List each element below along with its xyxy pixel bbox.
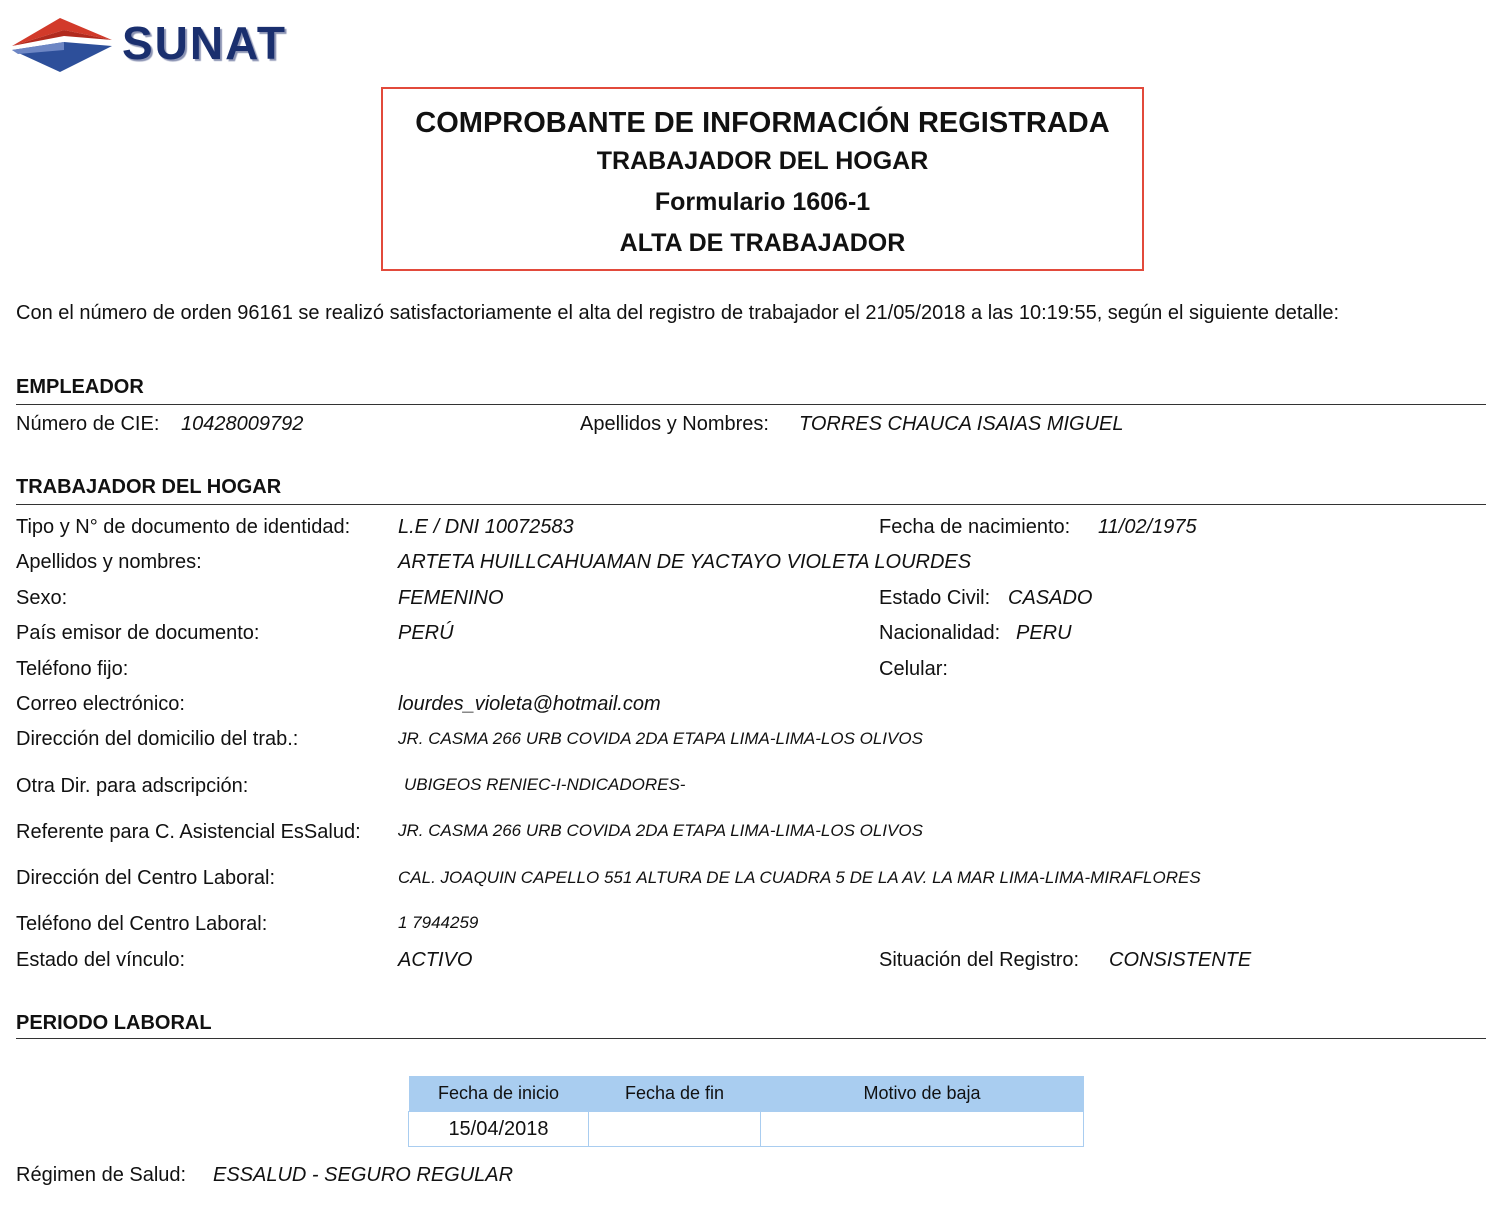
correo-value: lourdes_violeta@hotmail.com (398, 693, 661, 715)
intro-text: Con el número de orden 96161 se realizó satisfactoriamente el alta del registro de trabajador el 21/05/2018 a las 10:19:55, según el siguiente detalle: (16, 302, 1340, 324)
divider (16, 404, 1486, 405)
table-cell (761, 1112, 1084, 1147)
nacionalidad-label: Nacionalidad: (879, 622, 1001, 644)
telefono-label: Teléfono fijo: (16, 658, 129, 680)
estado-civil-value: CASADO (1008, 587, 1093, 609)
periodo-heading: PERIODO LABORAL (16, 1012, 212, 1034)
referente-value: JR. CASMA 266 URB COVIDA 2DA ETAPA LIMA-LIMA-LOS OLIVOS (398, 821, 923, 840)
telefono-centro-label: Teléfono del Centro Laboral: (16, 913, 268, 935)
pais-value: PERÚ (398, 622, 454, 644)
divider (16, 504, 1486, 505)
table-cell: 15/04/2018 (409, 1112, 589, 1147)
title-box (381, 87, 1144, 271)
direccion-label: Dirección del domicilio del trab.: (16, 728, 299, 750)
estado-civil-label: Estado Civil: (879, 587, 991, 609)
form-number: Formulario 1606-1 (654, 188, 871, 216)
regimen-value: ESSALUD - SEGURO REGULAR (213, 1164, 514, 1186)
sunat-logo-text: SUNAT (122, 17, 288, 69)
telefono-centro-value: 1 7944259 (398, 913, 479, 932)
cie-label: Número de CIE: (16, 413, 160, 435)
empleador-nombres-value: TORRES CHAUCA ISAIAS MIGUEL (799, 413, 1124, 435)
trabajador-heading: TRABAJADOR DEL HOGAR (16, 476, 282, 498)
action-title: ALTA DE TRABAJADOR (619, 229, 906, 257)
document-subtitle: TRABAJADOR DEL HOGAR (596, 147, 929, 175)
vinculo-value: ACTIVO (398, 949, 473, 971)
periodo-table (408, 1076, 1084, 1147)
nacimiento-value: 11/02/1975 (1098, 516, 1197, 538)
sunat-logo (8, 6, 308, 80)
documento-label: Tipo y N° de documento de identidad: (16, 516, 351, 538)
table-cell (589, 1112, 761, 1147)
pais-label: País emisor de documento: (16, 622, 260, 644)
referente-label: Referente para C. Asistencial EsSalud: (16, 821, 361, 843)
documento-value: L.E / DNI 10072583 (398, 516, 574, 538)
otra-direccion-label: Otra Dir. para adscripción: (16, 775, 249, 797)
situacion-value: CONSISTENTE (1109, 949, 1252, 971)
trabajador-nombres-label: Apellidos y nombres: (16, 551, 202, 573)
cie-value: 10428009792 (181, 413, 304, 435)
column-header: Fecha de inicio (409, 1076, 589, 1112)
trabajador-nombres-value: ARTETA HUILLCAHUAMAN DE YACTAYO VIOLETA LOURDES (398, 551, 972, 573)
table-row (409, 1112, 1084, 1147)
column-header: Fecha de fin (589, 1076, 761, 1112)
nacionalidad-value: PERU (1016, 622, 1072, 644)
table-header-row (409, 1076, 1084, 1112)
sexo-value: FEMENINO (398, 587, 504, 609)
centro-laboral-value: CAL. JOAQUIN CAPELLO 551 ALTURA DE LA CUADRA 5 DE LA AV. LA MAR LIMA-LIMA-MIRAFLORES (398, 868, 1201, 887)
situacion-label: Situación del Registro: (879, 949, 1080, 971)
centro-laboral-label: Dirección del Centro Laboral: (16, 867, 276, 889)
celular-label: Celular: (879, 658, 948, 680)
divider (16, 1038, 1486, 1039)
direccion-value: JR. CASMA 266 URB COVIDA 2DA ETAPA LIMA-LIMA-LOS OLIVOS (398, 729, 923, 748)
column-header: Motivo de baja (761, 1076, 1084, 1112)
nacimiento-label: Fecha de nacimiento: (879, 516, 1071, 538)
regimen-label: Régimen de Salud: (16, 1164, 187, 1186)
empleador-nombres-label: Apellidos y Nombres: (580, 413, 769, 435)
vinculo-label: Estado del vínculo: (16, 949, 185, 971)
empleador-heading: EMPLEADOR (16, 376, 144, 398)
sexo-label: Sexo: (16, 587, 68, 609)
correo-label: Correo electrónico: (16, 693, 185, 715)
otra-direccion-value: UBIGEOS RENIEC-I-NDICADORES- (404, 775, 686, 794)
sunat-logo-icon (8, 6, 118, 80)
document-title: COMPROBANTE DE INFORMACIÓN REGISTRADA (415, 107, 1110, 139)
